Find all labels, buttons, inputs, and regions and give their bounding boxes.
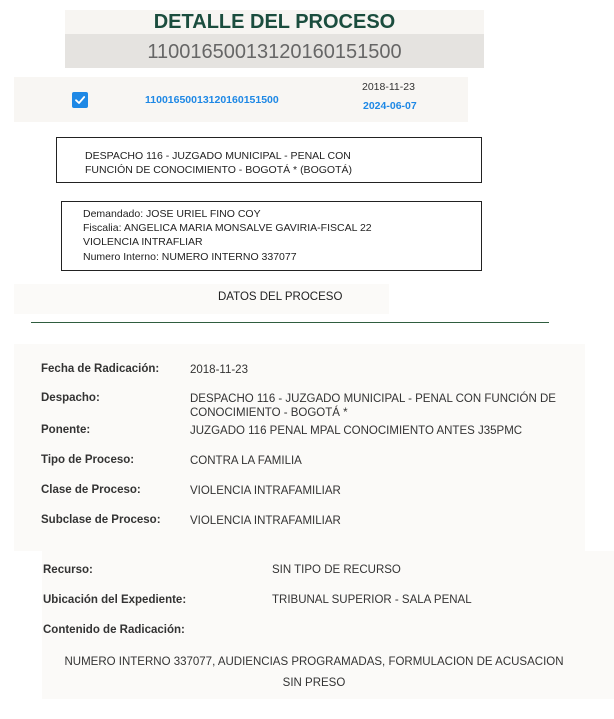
subclase-proceso-value: VIOLENCIA INTRAFAMILIAR xyxy=(190,515,341,527)
process-number-header: 11001650013120160151500 xyxy=(65,34,484,68)
despacho-line-2: FUNCIÓN DE CONOCIMIENTO - BOGOTÁ * (BOGOTÁ) xyxy=(85,164,352,176)
result-date-radicacion: 2018-11-23 xyxy=(362,81,415,93)
recurso-value: SIN TIPO DE RECURSO xyxy=(272,564,401,576)
fecha-radicacion-value: 2018-11-23 xyxy=(190,364,248,376)
clase-proceso-value: VIOLENCIA INTRAFAMILIAR xyxy=(190,485,341,497)
ubicacion-value: TRIBUNAL SUPERIOR - SALA PENAL xyxy=(272,594,472,606)
tipo-proceso-value: CONTRA LA FAMILIA xyxy=(190,455,302,467)
contenido-line-2: SIN PRESO xyxy=(282,677,346,689)
demandado-text: Demandado: JOSE URIEL FINO COY xyxy=(83,208,261,220)
contenido-label: Contenido de Radicación: xyxy=(43,624,185,636)
clase-proceso-label: Clase de Proceso: xyxy=(41,484,141,496)
tipo-proceso-label: Tipo de Proceso: xyxy=(41,454,135,466)
datos-section-title: DATOS DEL PROCESO xyxy=(218,291,343,303)
ponente-value: JUZGADO 116 PENAL MPAL CONOCIMIENTO ANTES J35PMC xyxy=(190,425,523,437)
fiscalia-text: Fiscalia: ANGELICA MARIA MONSALVE GAVIRIA-FISCAL 22 xyxy=(83,222,372,234)
despacho-value xyxy=(190,392,585,420)
despacho-box-text xyxy=(85,149,385,177)
process-number-link[interactable]: 11001650013120160151500 xyxy=(145,94,279,106)
result-date-last-action-link[interactable]: 2024-06-07 xyxy=(363,100,417,112)
contenido-value xyxy=(42,652,586,694)
result-checkbox[interactable] xyxy=(72,92,88,108)
contenido-line-1: NUMERO INTERNO 337077, AUDIENCIAS PROGRAMADAS, FORMULACION DE ACUSACION xyxy=(64,656,564,668)
checkmark-icon xyxy=(74,94,86,106)
recurso-label: Recurso: xyxy=(43,564,93,576)
page-title: DETALLE DEL PROCESO xyxy=(153,11,396,33)
despacho-label: Despacho: xyxy=(41,392,100,404)
ponente-label: Ponente: xyxy=(41,424,91,436)
numero-interno-text: Numero Interno: NUMERO INTERNO 337077 xyxy=(83,251,297,263)
section-divider xyxy=(31,322,549,323)
despacho-line-1: DESPACHO 116 - JUZGADO MUNICIPAL - PENAL CON xyxy=(85,150,351,162)
subclase-proceso-label: Subclase de Proceso: xyxy=(41,514,161,526)
fecha-radicacion-label: Fecha de Radicación: xyxy=(41,363,160,375)
ubicacion-label: Ubicación del Expediente: xyxy=(43,594,187,606)
violencia-note-text: VIOLENCIA INTRAFLIAR xyxy=(83,236,203,248)
despacho-value-line-2: CONOCIMIENTO - BOGOTÁ * xyxy=(190,407,348,419)
despacho-value-line-1: DESPACHO 116 - JUZGADO MUNICIPAL - PENAL CON FUNCIÓN DE xyxy=(190,393,556,405)
